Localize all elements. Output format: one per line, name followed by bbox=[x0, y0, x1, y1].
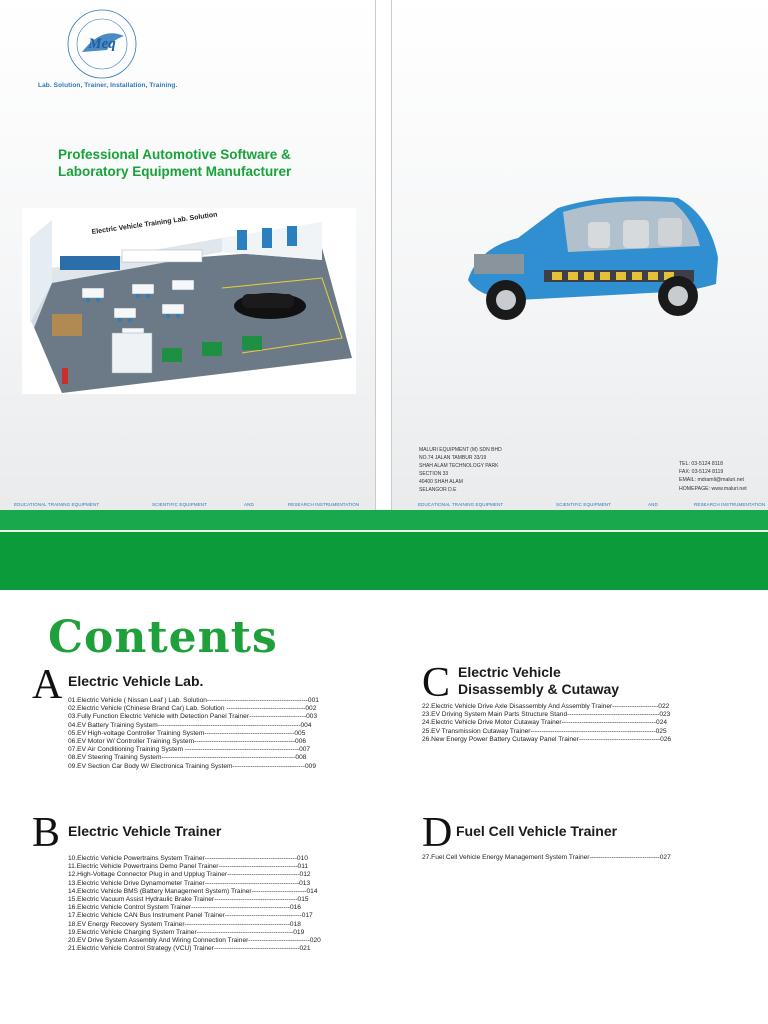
section-c-title-line1: Electric Vehicle bbox=[458, 664, 561, 680]
list-item[interactable]: 23.EV Driving System Main Parts Structure Stand------------------------------------------023 bbox=[422, 711, 671, 719]
lab-image-caption: Electric Vehicle Training Lab. Solution bbox=[91, 211, 218, 236]
list-item[interactable]: 25.EV Transmission Cutaway Trainer---------------------------------------------------------025 bbox=[422, 727, 667, 735]
headline bbox=[58, 146, 291, 180]
list-item[interactable]: 12.High-Voltage Connector Plug in and Upplug Trainer---------------------------------012 bbox=[68, 871, 311, 879]
section-c-list bbox=[422, 703, 671, 744]
green-band-top bbox=[0, 510, 768, 530]
section-d-letter: D bbox=[422, 810, 453, 856]
page-gutter bbox=[376, 0, 391, 510]
company-address bbox=[419, 446, 502, 495]
contact-fax: FAX: 03-5124 8119 bbox=[679, 469, 724, 476]
strip-right-4: RESEARCH INSTRUMENTATION bbox=[694, 502, 766, 507]
list-item[interactable]: 19.Electric Vehicle Charging System Trainer--------------------------------------------019 bbox=[68, 928, 305, 936]
contact-tel: TEL: 03-5124 8118 bbox=[679, 461, 724, 467]
strip-left-3: AND bbox=[244, 502, 254, 507]
company-line: SECTION 33 bbox=[419, 471, 449, 478]
strip-right-2: SCIENTIFIC EQUIPMENT bbox=[556, 502, 612, 507]
list-item[interactable]: 05.EV High-voltage Controller Training System-----------------------------------------005 bbox=[68, 729, 306, 737]
contact-homepage[interactable]: HOMEPAGE: www.maluri.net bbox=[679, 485, 747, 492]
strip-left-1: EDUCATIONAL TRAINING EQUIPMENT bbox=[14, 502, 100, 507]
list-item[interactable]: 01.Electric Vehicle ( Nissan Leaf ) Lab. Solution----------------------------------------------001 bbox=[68, 697, 319, 704]
list-item[interactable]: 06.EV Motor W/ Controller Training System----------------------------------------------006 bbox=[68, 738, 307, 746]
company-logo bbox=[52, 6, 152, 82]
list-item[interactable]: 20.EV Drive System Assembly And Wiring Connection Trainer----------------------------020 bbox=[68, 937, 321, 945]
ev-cutaway-car-image bbox=[448, 188, 724, 330]
section-d-title: Fuel Cell Vehicle Trainer bbox=[456, 823, 618, 839]
list-item[interactable]: 22.Electric Vehicle Drive Axle Disassembly And Assembly Trainer---------------------022 bbox=[422, 703, 670, 710]
strip-left-4: RESEARCH INSTRUMENTATION bbox=[288, 502, 360, 507]
list-item[interactable]: 10.Electric Vehicle Powertrains System Trainer------------------------------------------010 bbox=[68, 855, 308, 862]
list-item[interactable]: 02.Electric Vehicle (Chinese Brand Car) Lab. Solution ------------------------------------002 bbox=[68, 705, 317, 713]
contact-email[interactable]: EMAIL: mdramli@maluri.net bbox=[679, 477, 744, 484]
contact-info bbox=[679, 460, 747, 493]
company-line: 40400 SHAH ALAM bbox=[419, 479, 463, 486]
section-b-title: Electric Vehicle Trainer bbox=[68, 823, 222, 839]
strip-right-1: EDUCATIONAL TRAINING EQUIPMENT bbox=[418, 502, 504, 507]
section-b-list bbox=[68, 855, 321, 953]
list-item[interactable]: 16.Electric Vehicle Control System Trainer---------------------------------------------016 bbox=[68, 904, 301, 912]
section-c-title-line2: Disassembly & Cutaway bbox=[458, 681, 620, 697]
list-item[interactable]: 26.New Energy Power Battery Cutaway Panel Trainer-------------------------------------026 bbox=[422, 735, 672, 743]
list-item[interactable]: 09.EV Section Car Body W/ Electronica Training System---------------------------------009 bbox=[68, 762, 317, 770]
section-c-title bbox=[458, 664, 619, 698]
headline-line1: Professional Automotive Software & bbox=[58, 147, 291, 162]
section-d-list bbox=[422, 854, 671, 862]
list-item[interactable]: 21.Electric Vehicle Control Strategy (VCU) Trainer---------------------------------------021 bbox=[68, 945, 311, 953]
list-item[interactable]: 08.EV Steering Training System-------------------------------------------------------------008 bbox=[68, 754, 307, 762]
section-a-list bbox=[68, 697, 319, 771]
strip-left-2: SCIENTIFIC EQUIPMENT bbox=[152, 502, 208, 507]
section-a-title: Electric Vehicle Lab. bbox=[68, 673, 204, 689]
list-item[interactable]: 07.EV Air Conditioning Training System ----------------------------------------------------007 bbox=[68, 746, 311, 754]
list-item[interactable]: 03.Fully Function Electric Vehicle with Detection Panel Trainer--------------------------003 bbox=[68, 713, 318, 721]
company-line: SHAH ALAM TECHNOLOGY PARK bbox=[419, 463, 499, 470]
list-item[interactable]: 18.EV Energy Recovery System Trainer------------------------------------------------018 bbox=[68, 920, 301, 928]
logo-text: Meq bbox=[88, 36, 116, 52]
company-line: SELANGOR D.E bbox=[419, 487, 457, 494]
list-item[interactable]: 15.Electric Vacuum Assist Hydraulic Brake Trainer--------------------------------------015 bbox=[68, 896, 309, 904]
list-item[interactable]: 04.EV Battery Training System-----------------------------------------------------------------004 bbox=[68, 721, 312, 729]
list-item[interactable]: 11.Electric Vehicle Powertrains Demo Panel Trainer------------------------------------011 bbox=[68, 863, 309, 871]
green-band-divider bbox=[0, 530, 768, 532]
section-c-letter: C bbox=[422, 660, 451, 706]
company-line: MALURI EQUIPMENT (M) SDN BHD bbox=[419, 447, 502, 453]
headline-line2: Laboratory Equipment Manufacturer bbox=[58, 164, 292, 179]
green-band bbox=[0, 510, 768, 590]
list-item[interactable]: 13.Electric Vehicle Drive Dynamometer Trainer-------------------------------------------013 bbox=[68, 879, 311, 887]
section-a-letter: A bbox=[32, 662, 63, 708]
list-item[interactable]: 24.Electric Vehicle Drive Motor Cutaway Trainer-------------------------------------------024 bbox=[422, 719, 668, 727]
contents-title: Contents bbox=[48, 612, 278, 663]
list-item[interactable]: 27.Fuel Cell Vehicle Energy Management System Trainer--------------------------------027 bbox=[422, 854, 671, 861]
list-item[interactable]: 14.Electric Vehicle BMS (Battery Management System) Trainer-------------------------014 bbox=[68, 887, 318, 895]
ev-lab-image bbox=[22, 208, 356, 394]
strip-right-3: AND bbox=[648, 502, 658, 507]
list-item[interactable]: 17.Electric Vehicle CAN Bus Instrument Panel Trainer-----------------------------------017 bbox=[68, 912, 313, 920]
tagline: Lab. Solution, Trainer, Installation, Training. bbox=[38, 82, 178, 89]
company-line: NO.74 JALAN TAMBUR 33/19 bbox=[419, 455, 487, 462]
section-b-letter: B bbox=[32, 810, 61, 856]
